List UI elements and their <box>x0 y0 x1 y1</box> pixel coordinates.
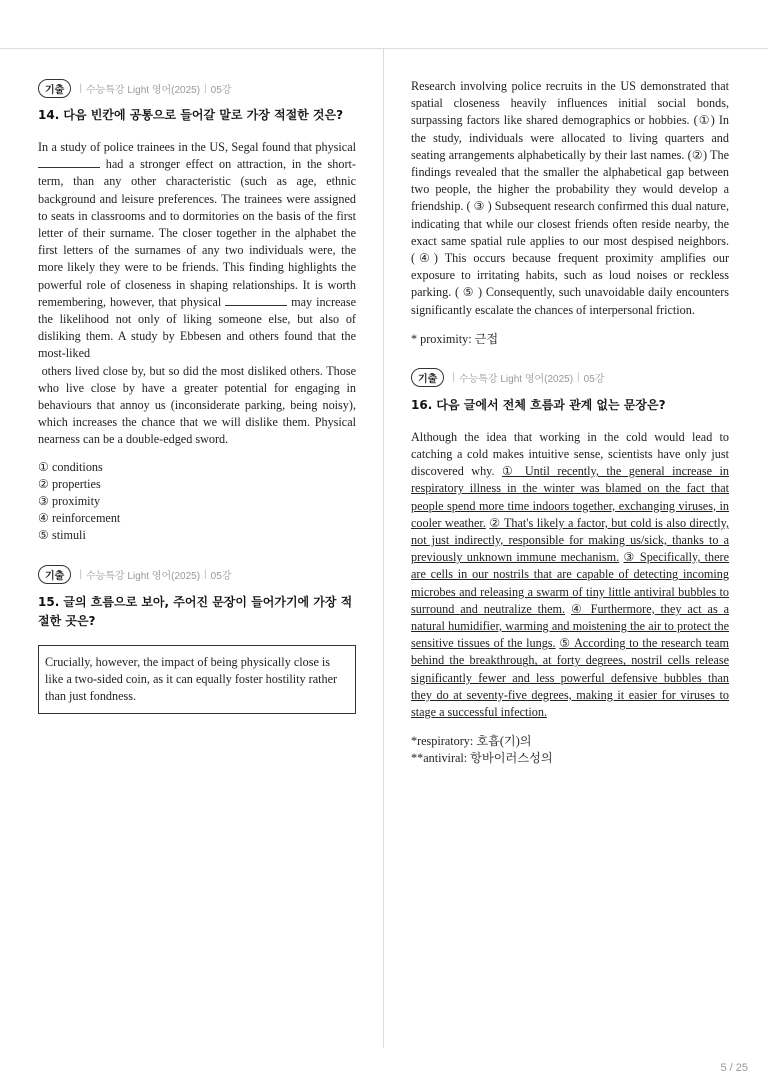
q16-title: 16. 다음 글에서 전체 흐름과 관계 없는 문장은? <box>411 397 666 412</box>
right-column <box>411 78 729 767</box>
q16-tagline: 기출 | 수능특강 Light 영어(2025) | 05강 <box>411 368 729 388</box>
q14-title: 14. 다음 빈칸에 공통으로 들어갈 말로 가장 적절한 것은? <box>38 108 344 122</box>
blank-2 <box>225 295 287 306</box>
q16-footnotes <box>411 733 729 767</box>
q16-passage: Although the idea that working in the cold would lead to catching a cold makes intuitive sense, scientists have only just discovered why. ① Until recently, the general increase in respiratory illness in the winter was blamed on the fact that people spend more time indoors together, exchanging viruses, in cooler weather. ② That's likely a factor, but cold is also directly, not just indirectly, responsible for making us/sick, thanks to a previously unknown immune mechanism. ③ Specifically, there are cells in our nostrils that are capable of detecting incoming microbes and releasing a swarm of tiny little antiviral bubbles to surround and neutralize them. ④ Furthermore, they act as a natural humidifier, warming and moistening the air to protect the sensitive tissues of the lungs. ⑤ According to the research team behind the breakthrough, at forty degrees, nostril cells release significantly fewer and less powerful defensive bubbles than they do at seventy-five degrees, making it easier for viruses to stage a successful infection. <box>411 429 730 720</box>
q16-source: 수능특강 Light 영어(2025) <box>458 374 574 386</box>
column-divider <box>383 48 384 1048</box>
left-column <box>38 78 356 714</box>
choice-1: ① conditions <box>38 459 103 474</box>
q15-title: 15. 글의 흐름으로 보아, 주어진 문장이 들어가기에 가장 적절한 곳은? <box>38 594 353 628</box>
sentence-2: ② That's likely a factor, but cold is also directly, not just indirectly, responsible for making us/sick, thanks to a previously unknown immune mechanism. <box>411 515 729 565</box>
q15-footnote: * proximity: 근접 <box>411 331 499 346</box>
q16-badge: 기출 <box>411 368 444 387</box>
sentence-5: ⑤ According to the research team behind the breakthrough, at forty degrees, nostril cells release significantly fewer and less powerful defensive bubbles than they do at seventy-five degrees, making it easier for viruses to stage a successful infection. <box>411 636 730 720</box>
q14-badge: 기출 <box>38 79 71 98</box>
q15-source: 수능특강 Light 영어(2025) <box>85 571 201 583</box>
q15-passage: Research involving police recruits in the US demonstrated that spatial closeness heavily influences initial social bonds, surpassing factors like shared demographics or hobbies. (①) In the study, individuals were allocated to living quarters and seating arrangements alphabetically by their last names. (②) The findings revealed that the smaller the alphabetical gap between two people, the higher the probability they would develop a friendship. ( ③ ) Subsequent research confirmed this dual nature, indicating that while our closest friends often reside nearby, the exact same spatial rule applies to our most despised neighbors. (④) This occurs because frequent proximity amplifies our exposure to irritating habits, such as loud noises or reckless parking. ( ⑤ ) Consequently, such unavoidable daily encounters significantly escalate the chances of interpersonal friction. <box>411 79 729 317</box>
q14-passage: In a study of police trainees in the US, Segal found that physical had a stronger effect on attraction, in the short-term, than any other characteristic (such as age, ethnic background and leisure preferences. The trainees were assigned to seats in classrooms and to dormitories on the basis of the first letter of their surname. The closer together in the alphabet the first letters of the surnames of any two individuals were, the more likely they were to be friends. This finding highlights the powerful role of closeness in shaping relationships. It is worth remembering, however, that physical may increase the likelihood not only of liking someone else, but also of disliking them. A study by Ebbesen and others found that the most-liked others lived close by, but so did the most disliked others. Those who live close by have a greater potential for engaging in behaviours that annoy us (inconsiderate parking, being noisy), which increases the chance that we will dislike them. Physical nearness can be a double-edged sword. <box>38 140 357 447</box>
q15-badge: 기출 <box>38 565 71 584</box>
q14-source: 수능특강 Light 영어(2025) <box>85 84 201 96</box>
top-rule <box>0 48 768 49</box>
q14-chapter: 05강 <box>210 84 232 96</box>
choice-3: ③ proximity <box>38 494 101 509</box>
q15-tagline: 기출 | 수능특강 Light 영어(2025) | 05강 <box>38 565 356 585</box>
footnote-antiviral: **antiviral: 항바이러스성의 <box>411 751 553 766</box>
choice-5: ⑤ stimuli <box>38 528 86 543</box>
q15-chapter: 05강 <box>210 571 232 583</box>
choice-2: ② properties <box>38 476 101 491</box>
footnote-respiratory: *respiratory: 호흡(기)의 <box>411 734 532 749</box>
sentence-4: ④ Furthermore, they act as a natural humidifier, warming and moistening the air to protect the sensitive tissues of the lungs. <box>411 601 729 651</box>
q16-chapter: 05강 <box>583 374 605 386</box>
sentence-1: ① Until recently, the general increase in respiratory illness in the winter was blamed on the fact that people spend more time indoors together, exchanging viruses, in cooler weather. <box>411 464 729 530</box>
sentence-3: ③ Specifically, there are cells in our nostrils that are capable of detecting incoming microbes and releasing a swarm of tiny little antiviral bubbles to surround and neutralize them. <box>411 550 730 616</box>
page-number: 5 / 25 <box>720 1062 748 1074</box>
q15-given-sentence-box: Crucially, however, the impact of being physically close is like a two-sided coin, as it can equally foster hostility rather than just fondness. <box>38 645 356 715</box>
choice-4: ④ reinforcement <box>38 511 121 526</box>
q14-tagline: 기출 | 수능특강 Light 영어(2025) | 05강 <box>38 78 356 98</box>
q14-choices <box>38 459 356 545</box>
blank-1 <box>38 157 100 168</box>
